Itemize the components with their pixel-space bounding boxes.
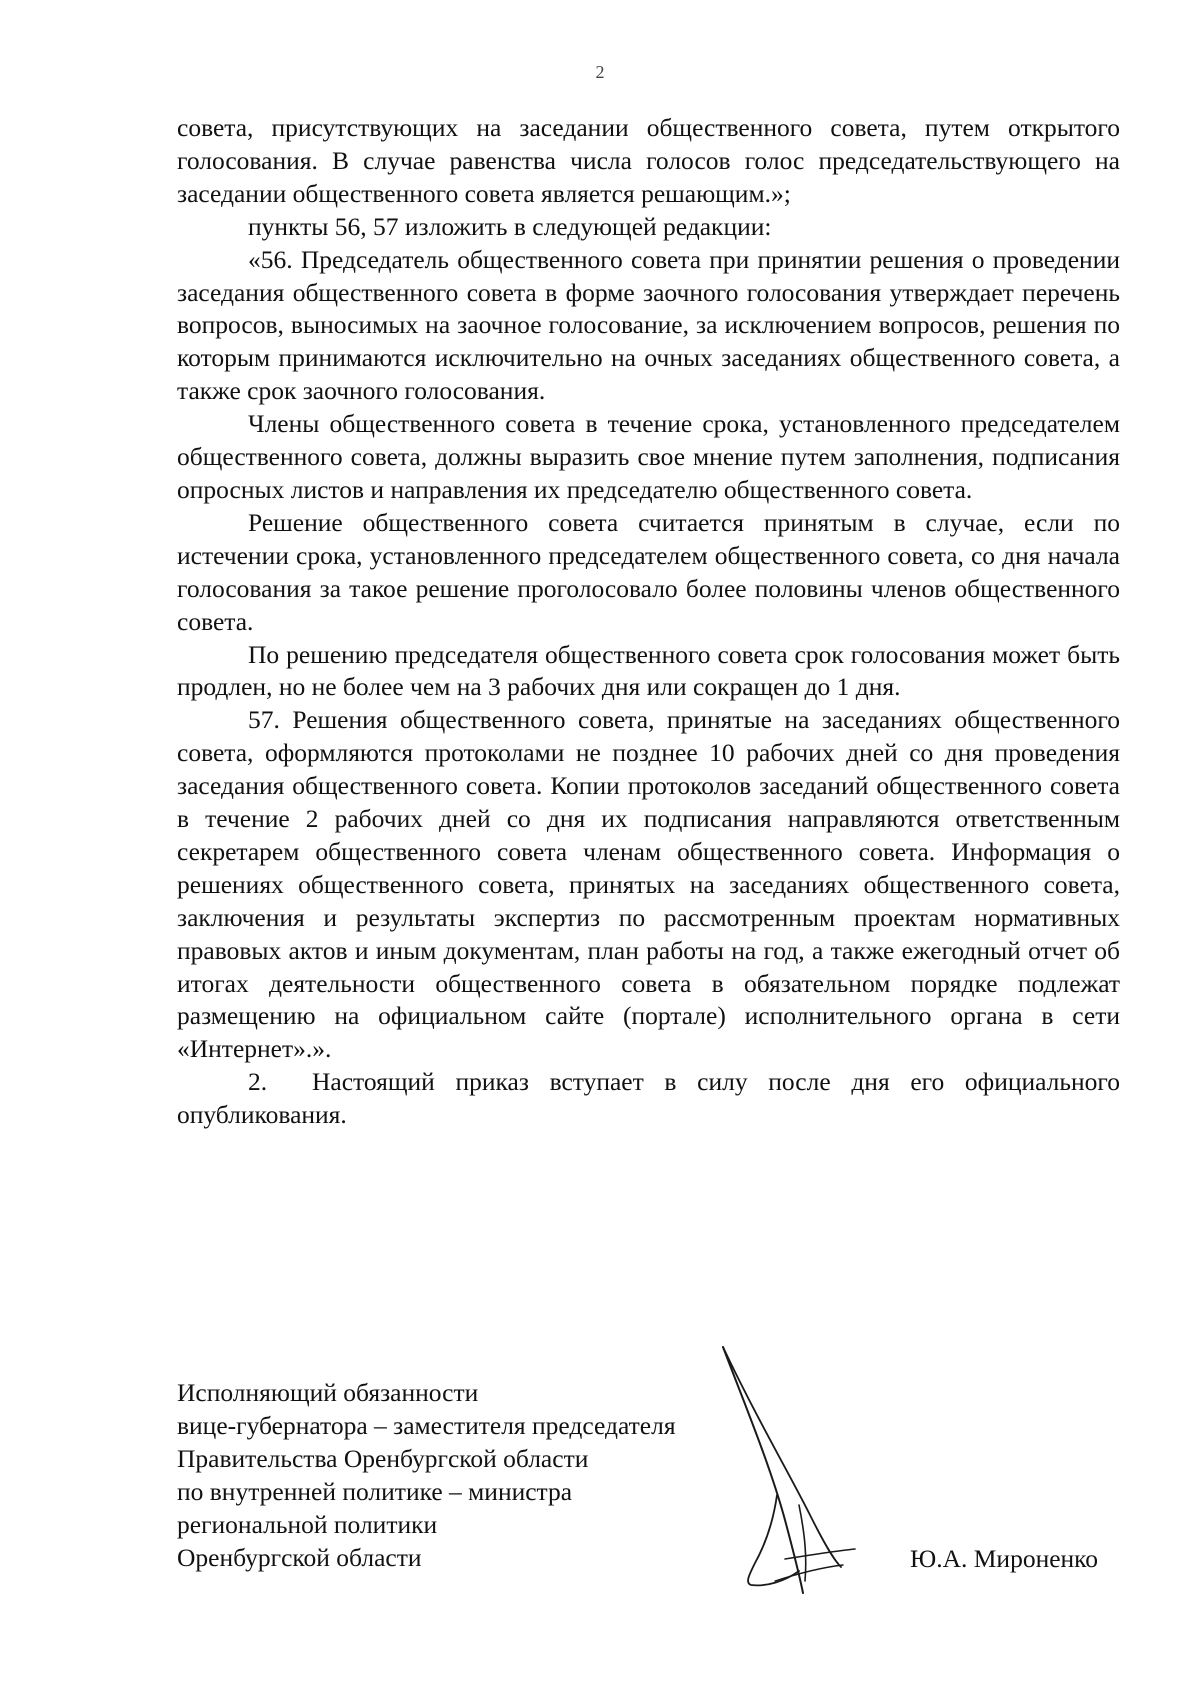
paragraph-item-57: 57. Решения общественного совета, принятые на заседаниях общественного совета, оформляются протоколами не позднее 10 рабочих дней со дня проведения заседания общественного совета. Копии протоколов заседаний общественного совета в течение 2 рабочих дней со дня их подписания направляются ответственным секретарем общественного совета членам общественного совета. Информация о решениях общественного совета, принятых на заседаниях общественного совета, заключения и результаты экспертиз по рассмотренным проектам нормативных правовых актов и иным документам, план работы на год, а также ежегодный отчет об итогах деятельности общественного совета в обязательном порядке подлежат размещению на официальном сайте (портале) исполнительного органа в сети «Интернет».».	[177, 705, 1120, 1064]
paragraph-amendment-intro: пункты 56, 57 изложить в следующей редакции:	[248, 211, 772, 241]
paragraph-decision-adopted: Решение общественного совета считается принятым в случае, если по истечении срока, установленного председателем общественного совета, со дня начала голосования за такое решение проголосовало более половины членов общественного совета.	[177, 507, 1120, 636]
position-line: региональной политики	[177, 1509, 438, 1539]
handwritten-signature	[715, 1345, 895, 1605]
document-body	[177, 112, 1120, 1132]
page-number: 2	[595, 62, 605, 82]
position-line: Правительства Оренбургской области	[177, 1443, 589, 1473]
position-line: Исполняющий обязанности	[177, 1378, 479, 1407]
position-line: вице-губернатора – заместителя председателя	[177, 1410, 676, 1440]
position-line: по внутренней политике – министра	[177, 1476, 573, 1506]
paragraph-continuation: совета, присутствующих на заседании общественного совета, путем открытого голосования. В случае равенства числа голосов голос председательствующего на заседании общественного совета является решающим.»;	[177, 113, 1120, 208]
item-2-text: Настоящий приказ вступает в силу после дня его официального опубликования.	[177, 1067, 1120, 1130]
signer-name: Ю.А. Мироненко	[910, 1544, 1099, 1573]
paragraph-voting-period: По решению председателя общественного совета срок голосования может быть продлен, но не более чем на 3 рабочих дня или сокращен до 1 дня.	[177, 639, 1120, 702]
signatory-position	[177, 1377, 737, 1574]
item-2-number: 2.	[248, 1067, 268, 1097]
paragraph-members-opinion: Члены общественного совета в течение срока, установленного председателем общественного совета, должны выразить свое мнение путем заполнения, подписания опросных листов и направления их председателю общественного совета.	[177, 409, 1120, 504]
position-line: Оренбургской области	[177, 1542, 422, 1572]
paragraph-item-56: «56. Председатель общественного совета при принятии решения о проведении заседания общественного совета в форме заочного голосования утверждает перечень вопросов, выносимых на заочное голосование, за исключением вопросов, решения по которым принимаются исключительно на очных заседаниях общественного совета, а также срок заочного голосования.	[177, 244, 1120, 406]
paragraph-item-2	[177, 1066, 1120, 1132]
